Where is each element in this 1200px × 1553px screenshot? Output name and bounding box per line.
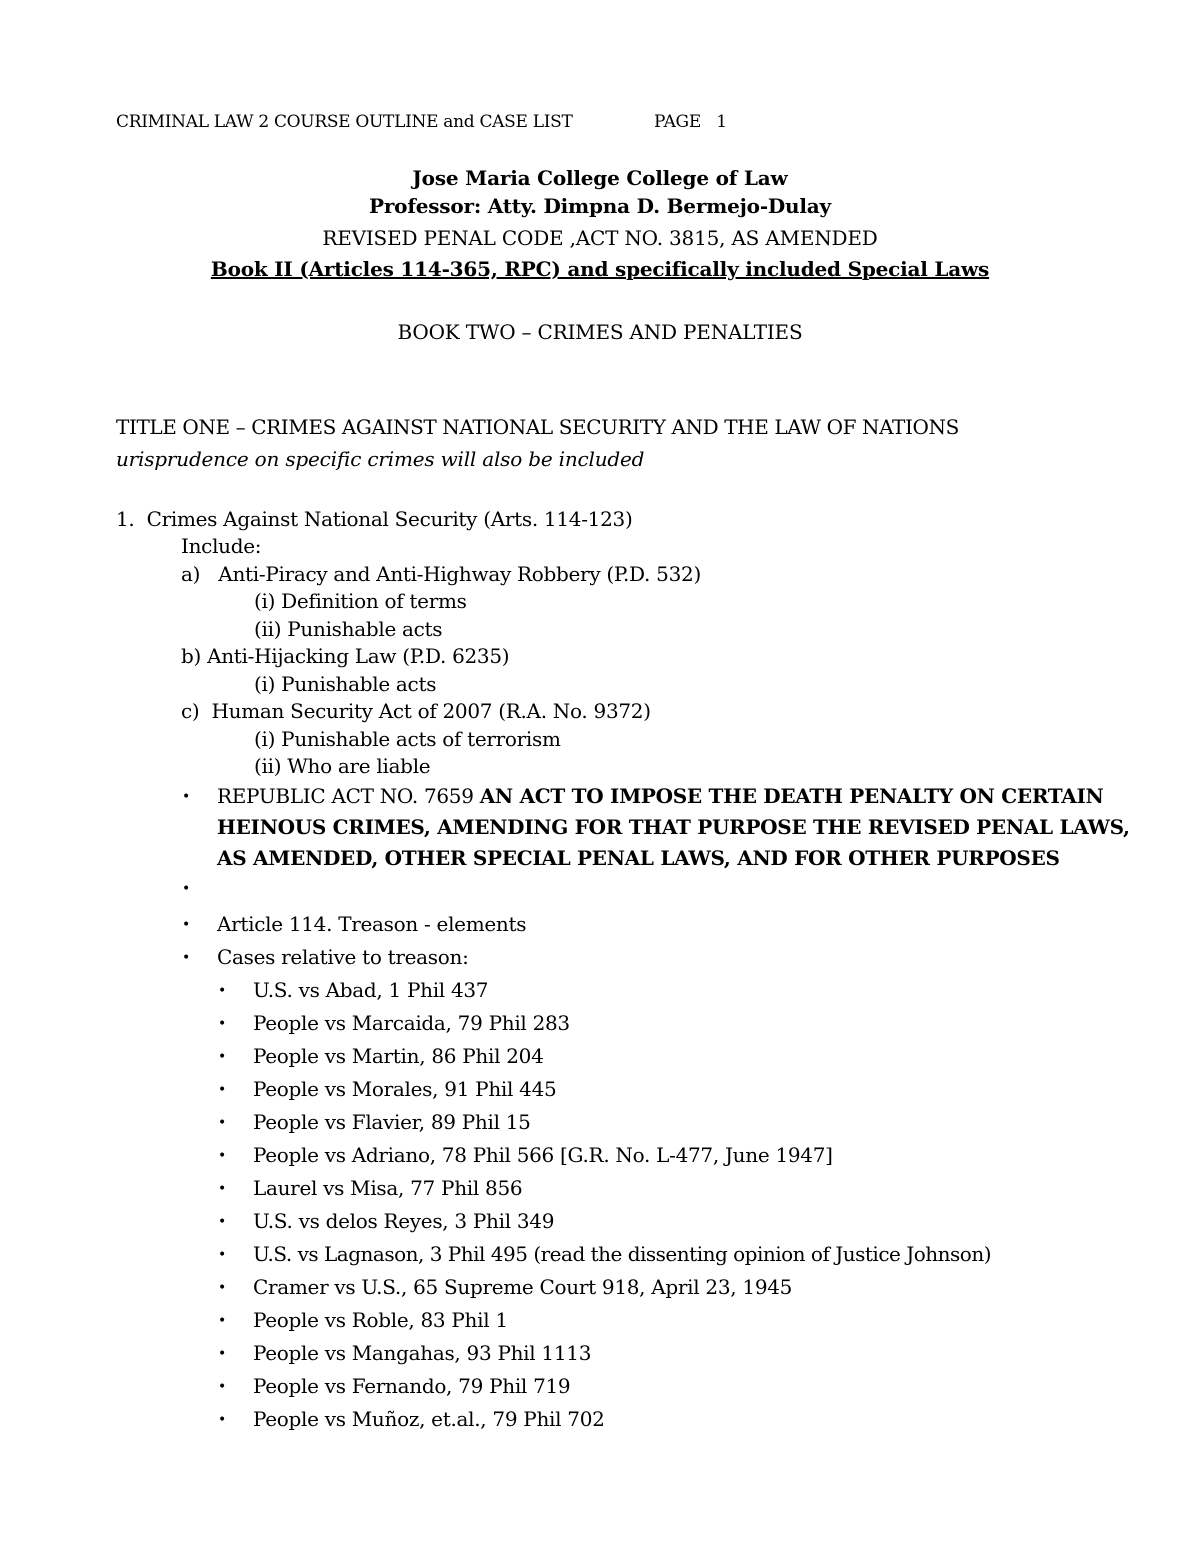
bullet-icon: • [218, 1148, 227, 1164]
bullet-icon: • [218, 1115, 227, 1131]
ra-7659-title-1: AN ACT TO IMPOSE THE DEATH PENALTY ON CERTAIN [479, 784, 1104, 808]
item-c-i: (i) Punishable acts of terrorism [254, 727, 561, 751]
case-item: People vs Muñoz, et.al., 79 Phil 702 [253, 1407, 605, 1431]
code-title: REVISED PENAL CODE ,ACT NO. 3815, AS AMENDED [322, 226, 878, 250]
ra-7659-line-1 [217, 786, 1104, 806]
book-scope: Book II (Articles 114-365, RPC) and specifically included Special Laws [210, 257, 990, 281]
item-a-i: (i) Definition of terms [254, 589, 467, 613]
case-item: People vs Morales, 91 Phil 445 [253, 1077, 557, 1101]
article-114: Article 114. Treason - elements [217, 912, 527, 936]
item-c: c) Human Security Act of 2007 (R.A. No. 9372) [181, 699, 651, 723]
bullet-icon: • [218, 1181, 227, 1197]
case-item: People vs Marcaida, 79 Phil 283 [253, 1011, 570, 1035]
bullet-icon: • [182, 917, 191, 933]
college-name: Jose Maria College College of Law [412, 166, 788, 190]
bullet-icon: • [218, 1379, 227, 1395]
page-number: PAGE 1 [654, 112, 727, 132]
bullet-icon: • [218, 1082, 227, 1098]
cases-label: Cases relative to treason: [217, 945, 469, 969]
case-item: Laurel vs Misa, 77 Phil 856 [253, 1176, 523, 1200]
bullet-icon: • [182, 881, 191, 897]
case-item: U.S. vs Abad, 1 Phil 437 [253, 978, 489, 1002]
item-b: b) Anti-Hijacking Law (P.D. 6235) [181, 644, 510, 668]
case-item: U.S. vs delos Reyes, 3 Phil 349 [253, 1209, 555, 1233]
bullet-icon: • [218, 1313, 227, 1329]
title-one-heading: TITLE ONE – CRIMES AGAINST NATIONAL SECURITY AND THE LAW OF NATIONS [116, 415, 959, 439]
case-item: People vs Adriano, 78 Phil 566 [G.R. No. L-477, June 1947] [253, 1143, 833, 1167]
case-item: Cramer vs U.S., 65 Supreme Court 918, April 23, 1945 [253, 1275, 793, 1299]
item-a-ii: (ii) Punishable acts [254, 617, 443, 641]
book-heading: BOOK TWO – CRIMES AND PENALTIES [397, 320, 803, 344]
item-b-i: (i) Punishable acts [254, 672, 437, 696]
bullet-icon: • [218, 983, 227, 999]
item-a: a) Anti-Piracy and Anti-Highway Robbery (P.D. 532) [181, 562, 701, 586]
bullet-icon: • [218, 1247, 227, 1263]
title-one-note: urisprudence on specific crimes will also be included [116, 447, 645, 471]
professor-name: Professor: Atty. Dimpna D. Bermejo-Dulay [369, 194, 831, 218]
bullet-icon: • [218, 1049, 227, 1065]
bullet-icon: • [218, 1214, 227, 1230]
case-item: People vs Fernando, 79 Phil 719 [253, 1374, 571, 1398]
bullet-icon: • [218, 1280, 227, 1296]
bullet-icon: • [218, 1016, 227, 1032]
bullet-icon: • [182, 789, 191, 805]
header-title: CRIMINAL LAW 2 COURSE OUTLINE and CASE LIST [116, 112, 573, 132]
case-item: People vs Martin, 86 Phil 204 [253, 1044, 544, 1068]
case-item: U.S. vs Lagnason, 3 Phil 495 (read the dissenting opinion of Justice Johnson) [253, 1242, 992, 1266]
ra-7659-prefix: REPUBLIC ACT NO. 7659 [217, 784, 480, 808]
ra-7659-line-3: AS AMENDED, OTHER SPECIAL PENAL LAWS, AND FOR OTHER PURPOSES [217, 846, 1060, 870]
case-item: People vs Roble, 83 Phil 1 [253, 1308, 508, 1332]
item-c-ii: (ii) Who are liable [254, 754, 431, 778]
bullet-icon: • [218, 1412, 227, 1428]
outline-item-1: 1. Crimes Against National Security (Arts. 114-123) [116, 507, 633, 531]
ra-7659-line-2: HEINOUS CRIMES, AMENDING FOR THAT PURPOSE THE REVISED PENAL LAWS, [217, 815, 1130, 839]
include-label: Include: [181, 534, 262, 558]
bullet-icon: • [182, 950, 191, 966]
case-item: People vs Mangahas, 93 Phil 1113 [253, 1341, 592, 1365]
bullet-icon: • [218, 1346, 227, 1362]
case-item: People vs Flavier, 89 Phil 15 [253, 1110, 531, 1134]
